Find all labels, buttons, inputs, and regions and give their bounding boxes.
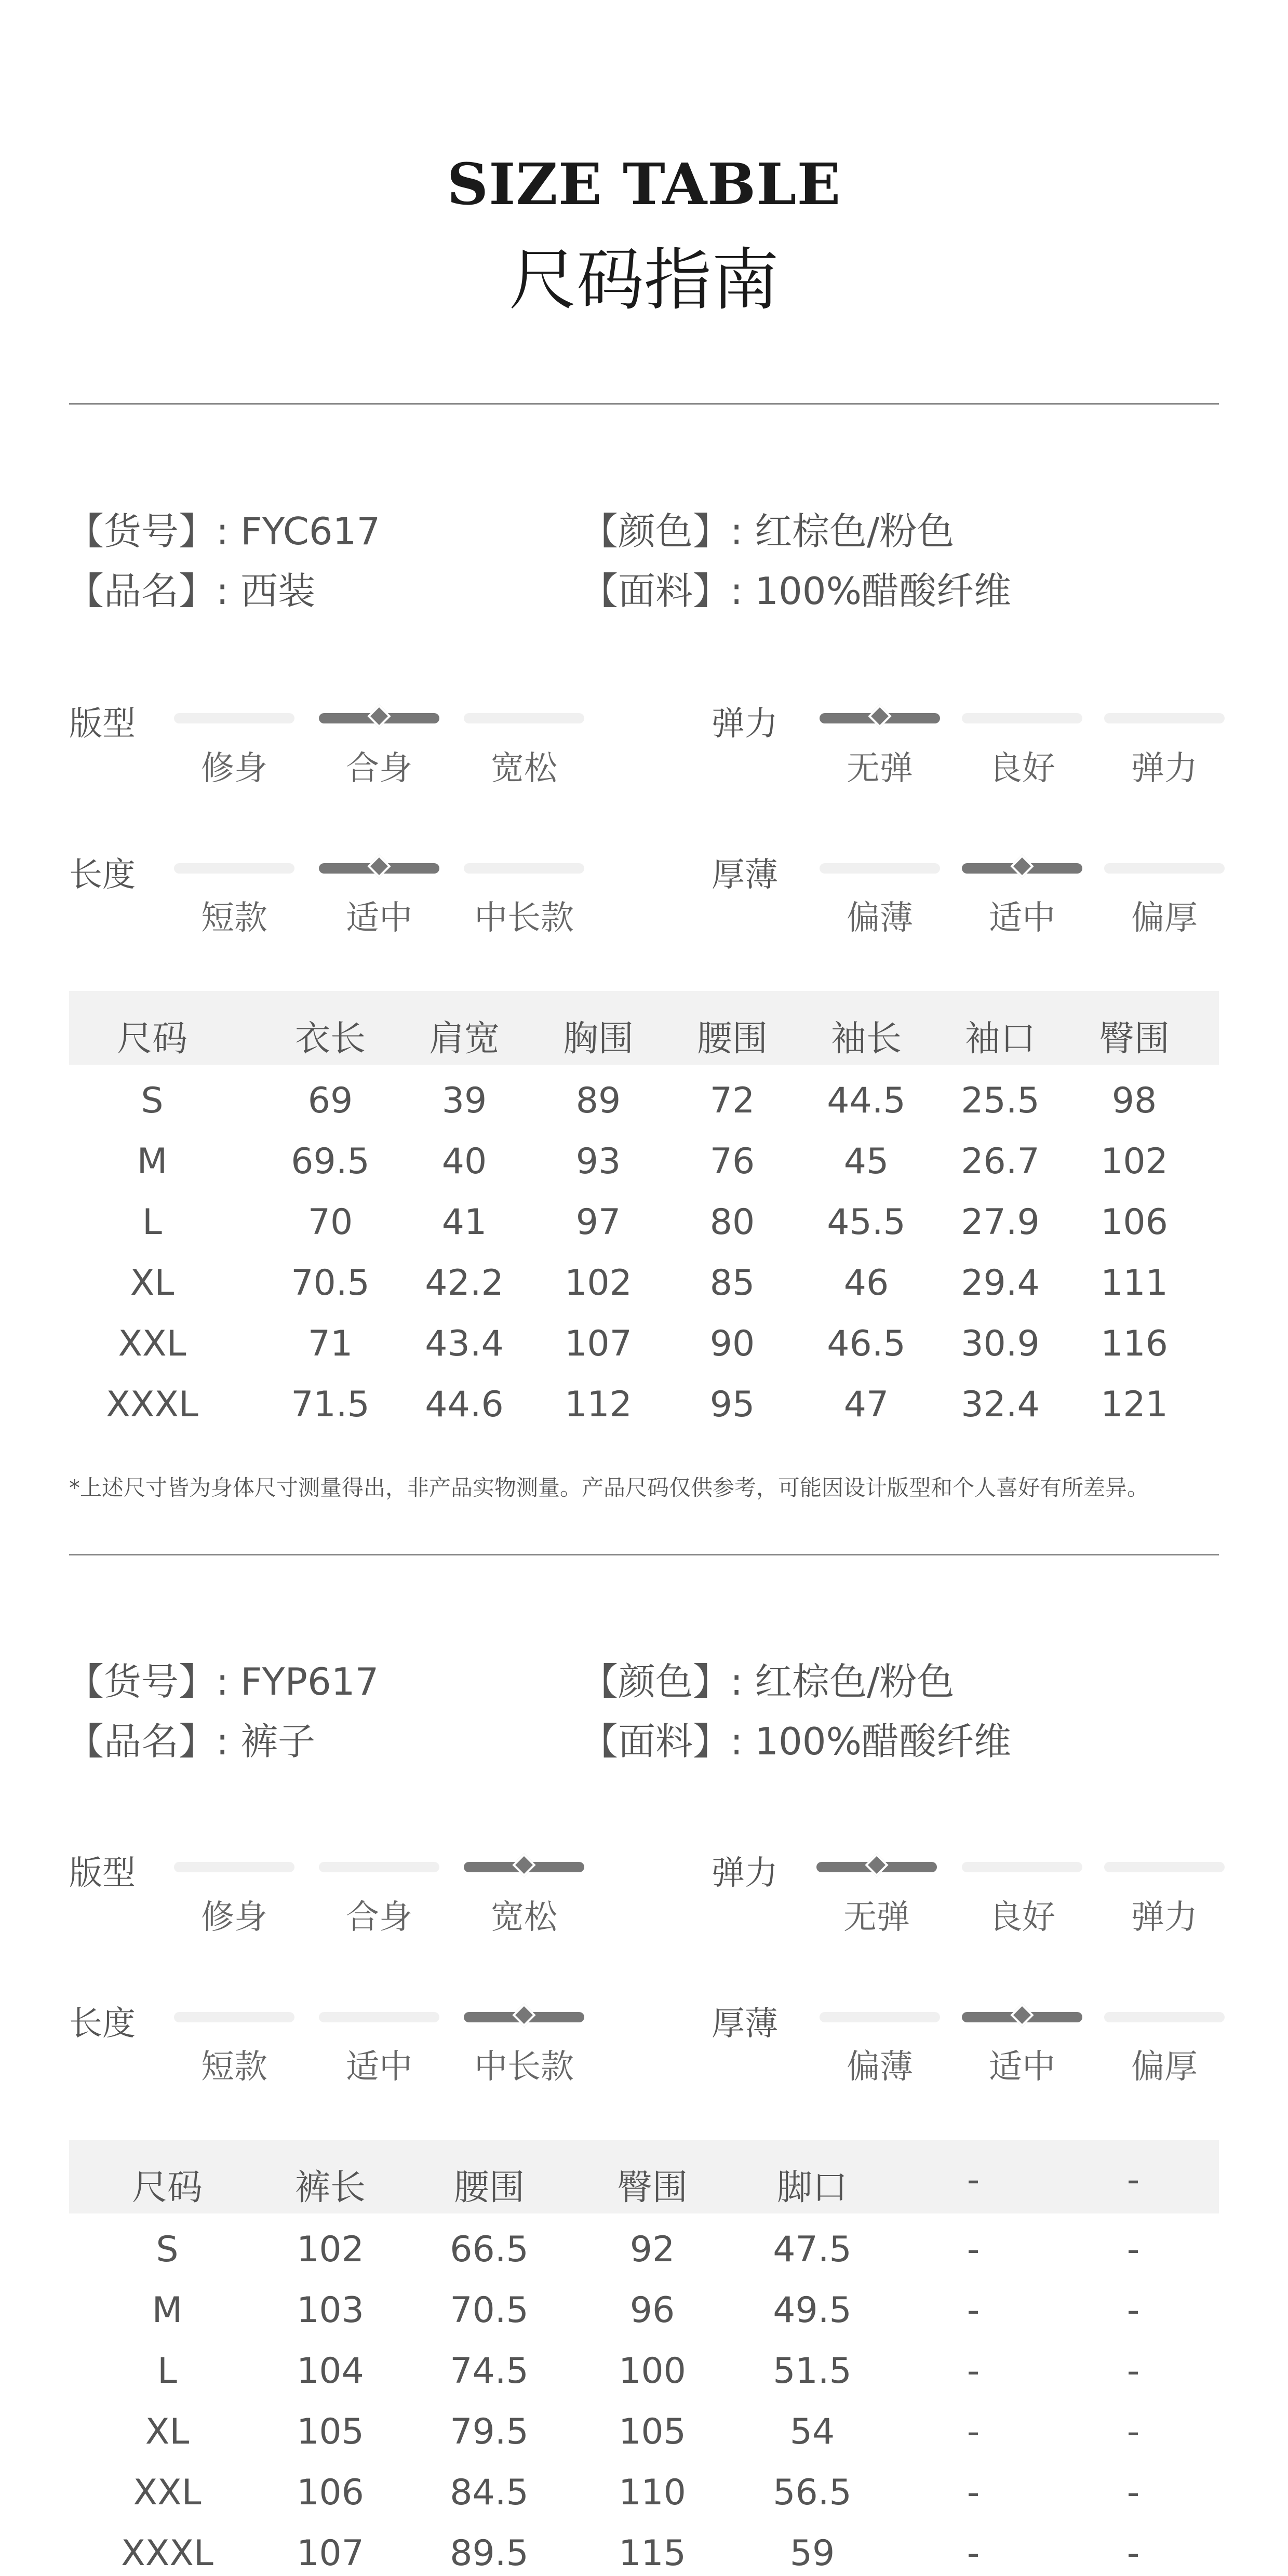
meter-segment bbox=[174, 2012, 294, 2022]
table-cell: 42.2 bbox=[425, 1263, 504, 1304]
header-cell: 腰围 bbox=[453, 2167, 525, 2208]
meter-segment-active bbox=[319, 713, 439, 723]
table-cell: 29.4 bbox=[961, 1263, 1040, 1304]
table-cell: 110 bbox=[619, 2472, 686, 2513]
option-label: 偏薄 bbox=[847, 899, 913, 937]
table-cell: 30.9 bbox=[961, 1323, 1040, 1364]
header-cell: 尺码 bbox=[116, 1018, 187, 1059]
table-cell: - bbox=[967, 2472, 980, 2513]
info-item-no: 【货号】: FYP617 bbox=[66, 1660, 379, 1703]
measurement-note: *上述尺寸皆为身体尺寸测量得出，非产品实物测量。产品尺码仅供参考，可能因设计版型和个人喜好有所差异。 bbox=[69, 1475, 1149, 1500]
table-cell: 44.6 bbox=[425, 1384, 504, 1425]
attr-label-thickness: 厚薄 bbox=[712, 2005, 778, 2043]
header-cell: 臀围 bbox=[1098, 1018, 1170, 1059]
table-cell: - bbox=[967, 2533, 980, 2574]
table-cell: 85 bbox=[709, 1263, 755, 1304]
table-cell: 39 bbox=[441, 1080, 487, 1121]
table-cell: 45 bbox=[843, 1141, 889, 1182]
meter-segment bbox=[1104, 1862, 1225, 1872]
option-label: 良好 bbox=[989, 749, 1055, 788]
table-cell: 84.5 bbox=[450, 2472, 529, 2513]
option-label: 适中 bbox=[989, 899, 1055, 937]
option-label: 适中 bbox=[346, 899, 412, 937]
table-cell: 93 bbox=[575, 1141, 621, 1182]
option-label: 合身 bbox=[346, 1898, 412, 1937]
meter-segment bbox=[319, 1862, 439, 1872]
table-cell: 102 bbox=[297, 2229, 364, 2270]
meter-segment bbox=[962, 1862, 1082, 1872]
table-cell: 66.5 bbox=[450, 2229, 529, 2270]
table-cell: 106 bbox=[1101, 1202, 1168, 1243]
table-cell: 46 bbox=[843, 1263, 889, 1304]
info-fabric: 【面料】: 100%醋酸纤维 bbox=[581, 1720, 1011, 1763]
table-cell: 106 bbox=[297, 2472, 364, 2513]
table-cell: 59 bbox=[789, 2533, 835, 2574]
size-label-cell: M bbox=[152, 2290, 183, 2331]
size-label-cell: XXL bbox=[133, 2472, 202, 2513]
title-en: SIZE TABLE bbox=[447, 151, 841, 218]
table-cell: 116 bbox=[1101, 1323, 1168, 1364]
option-label: 无弹 bbox=[847, 749, 913, 788]
header-cell: 脚口 bbox=[776, 2167, 848, 2208]
attr-label-thickness: 厚薄 bbox=[712, 856, 778, 894]
meter-segment bbox=[174, 713, 294, 723]
table-cell: 103 bbox=[297, 2290, 364, 2331]
meter-segment bbox=[1104, 863, 1225, 874]
info-fabric: 【面料】: 100%醋酸纤维 bbox=[581, 569, 1011, 613]
table-cell: 70.5 bbox=[450, 2290, 529, 2331]
meter-segment-active bbox=[816, 1862, 937, 1872]
info-color: 【颜色】: 红棕色/粉色 bbox=[581, 509, 955, 553]
table-cell: - bbox=[967, 2411, 980, 2452]
meter-segment bbox=[962, 713, 1082, 723]
table-cell: 69.5 bbox=[291, 1141, 370, 1182]
header-cell: 腰围 bbox=[696, 1018, 768, 1059]
option-label: 弹力 bbox=[1131, 749, 1198, 788]
table-cell: 45.5 bbox=[827, 1202, 906, 1243]
table-cell: 54 bbox=[789, 2411, 835, 2452]
table-cell: 89.5 bbox=[450, 2533, 529, 2574]
info-name: 【品名】: 西装 bbox=[66, 569, 316, 613]
table-cell: 72 bbox=[709, 1080, 755, 1121]
table-cell: - bbox=[1126, 2351, 1140, 2392]
table-cell: - bbox=[1126, 2290, 1140, 2331]
table-cell: 47 bbox=[843, 1384, 889, 1425]
attr-label-length: 长度 bbox=[69, 2005, 136, 2043]
option-label: 中长款 bbox=[474, 899, 574, 937]
table-cell: 104 bbox=[297, 2351, 364, 2392]
table-cell: 105 bbox=[297, 2411, 364, 2452]
option-label: 修身 bbox=[201, 1898, 267, 1937]
option-label: 宽松 bbox=[491, 749, 557, 788]
size-label-cell: L bbox=[157, 2351, 177, 2392]
option-label: 偏厚 bbox=[1131, 2048, 1198, 2086]
table-cell: 74.5 bbox=[450, 2351, 529, 2392]
meter-segment-active bbox=[962, 863, 1082, 874]
table-cell: 105 bbox=[619, 2411, 686, 2452]
table-cell: 97 bbox=[575, 1202, 621, 1243]
meter-segment bbox=[174, 1862, 294, 1872]
table-cell: 46.5 bbox=[827, 1323, 906, 1364]
meter-segment bbox=[820, 863, 940, 874]
meter-segment bbox=[319, 2012, 439, 2022]
option-label: 偏薄 bbox=[847, 2048, 913, 2086]
option-label: 合身 bbox=[346, 749, 412, 788]
attr-label-fit: 版型 bbox=[69, 1854, 136, 1893]
table-cell: 98 bbox=[1111, 1080, 1157, 1121]
table-cell: 69 bbox=[307, 1080, 353, 1121]
size-label-cell: XXXL bbox=[121, 2533, 213, 2574]
table-cell: 70.5 bbox=[291, 1263, 370, 1304]
option-label: 短款 bbox=[201, 2048, 267, 2086]
table-cell: 107 bbox=[297, 2533, 364, 2574]
table-cell: 43.4 bbox=[425, 1323, 504, 1364]
table-cell: - bbox=[1126, 2229, 1140, 2270]
size-label-cell: S bbox=[156, 2229, 179, 2270]
option-label: 适中 bbox=[989, 2048, 1055, 2086]
attr-label-stretch: 弹力 bbox=[712, 705, 778, 743]
table-cell: - bbox=[967, 2290, 980, 2331]
size-label-cell: XXL bbox=[118, 1323, 186, 1364]
option-label: 偏厚 bbox=[1131, 899, 1198, 937]
table-cell: 71.5 bbox=[291, 1384, 370, 1425]
option-label: 修身 bbox=[201, 749, 267, 788]
header-cell: 尺码 bbox=[131, 2167, 203, 2208]
info-color: 【颜色】: 红棕色/粉色 bbox=[581, 1660, 955, 1703]
table-cell: - bbox=[1126, 2411, 1140, 2452]
table-cell: 25.5 bbox=[961, 1080, 1040, 1121]
size-label-cell: S bbox=[141, 1080, 164, 1121]
table-cell: - bbox=[1126, 2472, 1140, 2513]
meter-segment-active bbox=[962, 2012, 1082, 2022]
meter-segment bbox=[820, 2012, 940, 2022]
header-cell: 衣长 bbox=[294, 1018, 366, 1059]
table-cell: 79.5 bbox=[450, 2411, 529, 2452]
header-cell: - bbox=[967, 2159, 980, 2201]
table-cell: 56.5 bbox=[773, 2472, 852, 2513]
header-cell: 肩宽 bbox=[428, 1018, 500, 1059]
meter-segment bbox=[1104, 2012, 1225, 2022]
table-cell: 40 bbox=[441, 1141, 487, 1182]
header-cell: - bbox=[1126, 2159, 1140, 2201]
option-label: 短款 bbox=[201, 899, 267, 937]
table-cell: 51.5 bbox=[773, 2351, 852, 2392]
header-cell: 胸围 bbox=[562, 1018, 634, 1059]
info-item-no: 【货号】: FYC617 bbox=[66, 509, 381, 553]
meter-segment-active bbox=[319, 863, 439, 874]
meter-segment bbox=[464, 863, 584, 874]
table-cell: 102 bbox=[565, 1263, 632, 1304]
divider bbox=[69, 403, 1219, 405]
attr-label-fit: 版型 bbox=[69, 705, 136, 743]
header-cell: 袖口 bbox=[964, 1018, 1036, 1059]
table-cell: 92 bbox=[629, 2229, 675, 2270]
meter-segment-active bbox=[820, 713, 940, 723]
option-label: 无弹 bbox=[843, 1898, 910, 1937]
table-cell: - bbox=[967, 2351, 980, 2392]
table-cell: 71 bbox=[307, 1323, 353, 1364]
option-label: 中长款 bbox=[474, 2048, 574, 2086]
table-cell: 95 bbox=[709, 1384, 755, 1425]
size-label-cell: M bbox=[137, 1141, 168, 1182]
header-cell: 裤长 bbox=[294, 2167, 366, 2208]
option-label: 适中 bbox=[346, 2048, 412, 2086]
attr-label-length: 长度 bbox=[69, 856, 136, 894]
table-cell: - bbox=[967, 2229, 980, 2270]
size-label-cell: XL bbox=[130, 1263, 175, 1304]
table-cell: 44.5 bbox=[827, 1080, 906, 1121]
table-cell: 115 bbox=[619, 2533, 686, 2574]
table-cell: 90 bbox=[709, 1323, 755, 1364]
meter-segment bbox=[1104, 713, 1225, 723]
size-label-cell: XXXL bbox=[106, 1384, 198, 1425]
table-cell: - bbox=[1126, 2533, 1140, 2574]
table-cell: 111 bbox=[1101, 1263, 1168, 1304]
table-cell: 100 bbox=[619, 2351, 686, 2392]
option-label: 弹力 bbox=[1131, 1898, 1198, 1937]
option-label: 良好 bbox=[989, 1898, 1055, 1937]
attr-label-stretch: 弹力 bbox=[712, 1854, 778, 1893]
table-cell: 41 bbox=[441, 1202, 487, 1243]
table-cell: 121 bbox=[1101, 1384, 1168, 1425]
divider bbox=[69, 1554, 1219, 1555]
table-cell: 96 bbox=[629, 2290, 675, 2331]
size-label-cell: XL bbox=[145, 2411, 190, 2452]
info-name: 【品名】: 裤子 bbox=[66, 1720, 316, 1763]
table-cell: 49.5 bbox=[773, 2290, 852, 2331]
table-cell: 102 bbox=[1101, 1141, 1168, 1182]
header-cell: 臀围 bbox=[616, 2167, 688, 2208]
meter-segment-active bbox=[464, 2012, 584, 2022]
table-cell: 76 bbox=[709, 1141, 755, 1182]
table-cell: 107 bbox=[565, 1323, 632, 1364]
meter-segment bbox=[174, 863, 294, 874]
table-cell: 47.5 bbox=[773, 2229, 852, 2270]
table-cell: 80 bbox=[709, 1202, 755, 1243]
header-cell: 袖长 bbox=[830, 1018, 902, 1059]
meter-segment-active bbox=[464, 1862, 584, 1872]
option-label: 宽松 bbox=[491, 1898, 557, 1937]
size-label-cell: L bbox=[142, 1202, 162, 1243]
table-cell: 32.4 bbox=[961, 1384, 1040, 1425]
table-cell: 89 bbox=[575, 1080, 621, 1121]
table-cell: 112 bbox=[565, 1384, 632, 1425]
table-cell: 70 bbox=[307, 1202, 353, 1243]
meter-segment bbox=[464, 713, 584, 723]
table-cell: 26.7 bbox=[961, 1141, 1040, 1182]
table-cell: 27.9 bbox=[961, 1202, 1040, 1243]
title-zh: 尺码指南 bbox=[508, 240, 779, 319]
